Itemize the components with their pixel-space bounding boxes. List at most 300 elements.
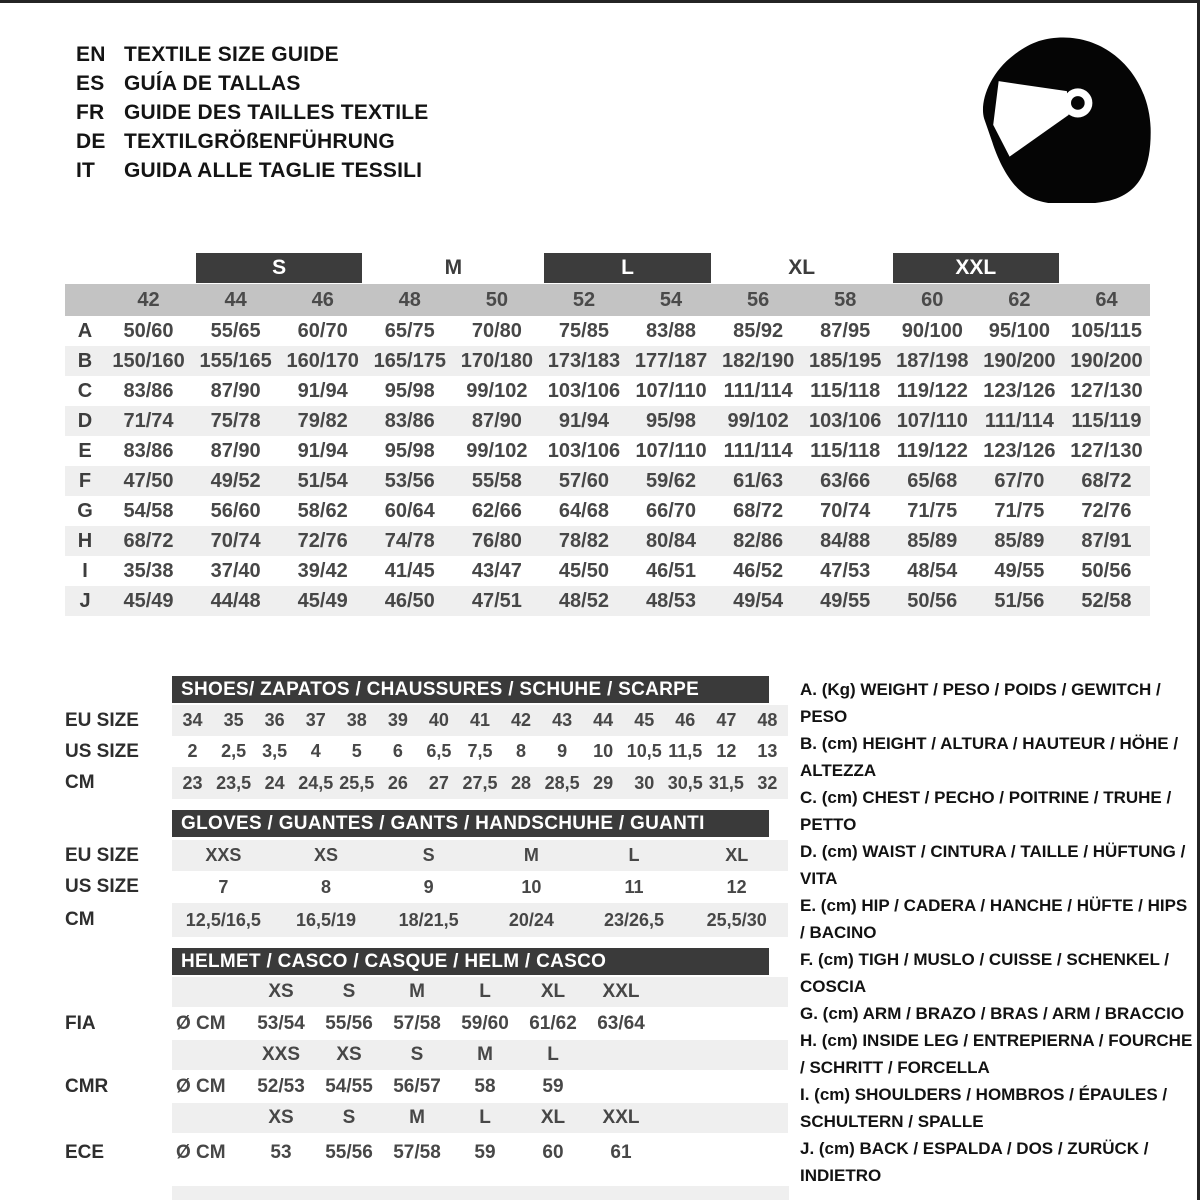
measurement-value: 47/53 [820,559,871,582]
measurement-value: 65/68 [907,469,958,492]
measurement-value: 62/66 [471,499,522,522]
helmet-size-label: L [547,1044,559,1065]
measurement-row-i [65,556,1150,586]
measurement-value: 91/94 [297,439,348,462]
measurement-value: 87/95 [820,319,871,342]
helmet-value: 60 [542,1142,564,1163]
language-code: FR [76,100,105,124]
row-label: US SIZE [65,740,139,762]
helmet-size-label: XL [540,1107,566,1128]
shoes-value: 23 [182,772,203,793]
shoes-value: 48 [757,710,778,730]
measurement-value: 150/160 [112,349,185,372]
measurement-value: 46/51 [646,559,697,582]
measurement-value: 107/110 [635,439,707,462]
gloves-value: 10 [521,876,542,897]
helmet-size-label: L [479,1107,491,1128]
gloves-values [172,903,788,937]
measurement-row-c [65,376,1150,406]
measurement-value: 53/56 [384,469,435,492]
language-title: GUIDE DES TAILLES TEXTILE [124,100,429,124]
shoes-row-cm [65,767,788,799]
measurement-value: 127/130 [1070,379,1143,402]
measurement-value: 60/64 [384,499,435,522]
unit-label: Ø CM [176,1075,226,1097]
helmet-value: 61 [610,1142,632,1163]
helmet-values [172,1007,788,1040]
size-group-header-row [65,252,1150,283]
gloves-value: XS [314,845,339,865]
shoes-value: 11,5 [668,741,703,761]
measurement-value: 70/74 [210,529,261,552]
language-code: ES [76,71,105,95]
shoes-value: 30,5 [667,772,703,793]
measurement-value: 66/70 [646,499,697,522]
measurement-value: 60/70 [297,319,348,342]
helmet-size-label: M [409,1107,425,1128]
helmet-value: 56/57 [393,1075,441,1097]
measurement-value: 85/89 [994,529,1045,552]
helmet-size-label: XXS [261,1044,301,1065]
size-group-xl: XL [788,255,816,279]
helmet-value: 55/56 [325,1142,373,1163]
helmet-size-labels [172,977,788,1007]
shoes-value: 10,5 [626,741,662,761]
gloves-value: 12 [726,876,747,897]
language-item [76,127,428,156]
measurement-value: 190/200 [1070,349,1143,372]
size-group-l: L [544,253,710,283]
helmet-value-row-fia [65,1007,788,1040]
legend-line: E. (cm) HIP / CADERA / HANCHE / HÜFTE / HIPS / BACINO [800,896,1188,942]
measurement-value: 76/80 [471,529,522,552]
shoes-value: 30 [634,772,655,793]
measurement-value: 99/102 [727,409,789,432]
measurement-value: 95/98 [384,439,435,462]
measurement-value: 48/54 [907,559,958,582]
gloves-value: 7 [218,876,229,897]
measurement-value: 47/51 [471,589,522,612]
helmet-size-label: S [342,1107,356,1128]
measurement-value: 68/72 [123,529,174,552]
helmet-size-row-ece [65,1103,788,1133]
shoes-value: 6,5 [426,741,452,761]
helmet-section-header: HELMET / CASCO / CASQUE / HELM / CASCO [172,948,769,975]
measurement-value: 79/82 [297,409,348,432]
legend-line: G. (cm) ARM / BRAZO / BRAS / ARM / BRACCIO [800,1004,1185,1023]
measurement-value: 190/200 [983,349,1056,372]
shoes-value: 26 [387,772,408,793]
helmet-value-row-ece [65,1133,788,1173]
gloves-section-header: GLOVES / GUANTES / GANTS / HANDSCHUHE / GUANTI [172,810,769,837]
shoes-value: 35 [223,710,244,730]
shoes-value: 2 [187,741,198,761]
measurement-value: 123/126 [983,379,1056,402]
gloves-value: XL [725,845,749,865]
shoes-value: 45 [634,710,655,730]
helmet-value: 58 [474,1075,496,1097]
measurement-value: 49/55 [994,559,1045,582]
legend-line: I. (cm) SHOULDERS / HOMBROS / ÉPAULES / SCHULTERN / SPALLE [800,1085,1168,1131]
shoes-value: 31,5 [708,772,744,793]
language-title: TEXTILGRÖßENFÜHRUNG [124,129,395,153]
size-column: 50 [485,288,508,311]
measurement-value: 46/50 [384,589,435,612]
shoes-value: 29 [593,772,614,793]
helmet-size-label: XXL [602,1107,640,1128]
measurement-value: 65/75 [384,319,435,342]
measurement-row-a [65,316,1150,346]
measurement-value: 50/60 [123,319,174,342]
measurement-value: 49/54 [733,589,784,612]
helmet-size-label: L [479,981,491,1002]
gloves-value: M [523,845,539,865]
measurement-value: 87/91 [1081,529,1132,552]
size-column: 56 [746,288,770,311]
measurement-value: 64/68 [558,499,609,522]
measurement-value: 70/74 [820,499,871,522]
gloves-value: 12,5/16,5 [185,909,261,930]
legend-line: C. (cm) CHEST / PECHO / POITRINE / TRUHE / PETTO [800,788,1172,834]
measurement-value: 187/198 [896,349,969,372]
measurement-value: 35/38 [123,559,174,582]
gloves-row-us-size [65,871,788,903]
measurement-value: 49/52 [210,469,261,492]
legend-line: J. (cm) BACK / ESPALDA / DOS / ZURÜCK / INDIETRO [800,1139,1149,1185]
measurement-value: 95/98 [384,379,435,402]
standard-label: CMR [65,1075,109,1097]
gloves-value: 25,5/30 [706,909,767,930]
helmet-value: 55/56 [325,1012,373,1034]
measurement-value: 45/49 [297,589,348,612]
measurement-value: 182/190 [721,349,795,372]
measurement-value: 52/58 [1081,589,1132,612]
top-border-line [0,0,1200,3]
helmet-size-label: XS [268,981,294,1002]
shoes-value: 4 [310,741,321,761]
measurement-value: 48/52 [558,589,609,612]
helmet-size-labels [172,1103,788,1133]
measurement-value: 49/55 [820,589,871,612]
measurement-value: 68/72 [1081,469,1132,492]
measurement-value: 85/89 [907,529,958,552]
standard-label: FIA [65,1012,96,1034]
measurement-value: 105/115 [1070,319,1143,342]
measurement-value: 70/80 [471,319,522,342]
shoes-row-us-size [65,736,788,767]
measurement-value: 87/90 [210,379,261,402]
gloves-value: S [422,845,435,865]
measurement-row-f [65,466,1150,496]
size-column: 42 [137,288,160,311]
shoes-value: 40 [428,710,449,730]
measurement-value: 56/60 [210,499,261,522]
gloves-value: 9 [423,876,434,897]
size-column: 46 [311,288,334,311]
bottom-strip [172,1186,789,1200]
row-letter: I [82,559,88,582]
helmet-value: 54/55 [325,1075,373,1097]
language-title-list [76,40,428,185]
size-column: 60 [921,288,944,311]
legend-line: H. (cm) INSIDE LEG / ENTREPIERNA / FOURCHE / SCHRITT / FORCELLA [800,1031,1193,1077]
measurement-value: 72/76 [1081,499,1132,522]
measurement-value: 67/70 [994,469,1045,492]
shoes-value: 13 [757,741,778,761]
measurement-value: 55/58 [471,469,522,492]
measurement-value: 83/88 [646,319,697,342]
measurement-value: 45/50 [558,559,609,582]
row-letter: D [77,409,93,432]
helmet-size-row-fia [65,977,788,1007]
measurement-value: 115/118 [810,379,881,402]
measurement-value: 87/90 [471,409,522,432]
language-item [76,40,428,69]
measurement-value: 39/42 [297,559,348,582]
measurement-value: 41/45 [384,559,435,582]
measurement-value: 90/100 [901,319,963,342]
measurement-value: 99/102 [466,379,528,402]
shoes-section-header: SHOES/ ZAPATOS / CHAUSSURES / SCHUHE / SCARPE [172,676,769,703]
measurement-value: 71/75 [994,499,1045,522]
measurement-value: 170/180 [460,349,534,372]
shoes-value: 47 [716,710,737,730]
gloves-row-eu-size [65,840,788,871]
measurement-value: 111/114 [984,409,1054,432]
gloves-section [65,810,788,937]
helmet-size-label: S [342,981,356,1002]
language-item [76,98,428,127]
helmet-size-label: XL [540,981,566,1002]
measurement-value: 63/66 [820,469,871,492]
measurement-legend [800,676,1194,1189]
measurement-value: 78/82 [558,529,609,552]
shoes-value: 44 [593,710,614,730]
shoes-value: 9 [557,741,568,761]
gloves-value: XXS [205,845,242,865]
measurement-value: 51/54 [297,469,348,492]
helmet-value-row-cmr [65,1070,788,1103]
shoes-values [172,736,788,767]
shoes-value: 24,5 [298,772,334,793]
row-letter: A [77,319,93,342]
measurement-row-h [65,526,1150,556]
measurement-value: 177/187 [634,349,708,372]
measurement-value: 47/50 [123,469,174,492]
size-column: 52 [572,288,596,311]
row-letter: H [77,529,93,552]
shoes-value: 27 [428,772,449,793]
size-column: 62 [1008,288,1031,311]
measurement-value: 59/62 [646,469,697,492]
measurement-value: 87/90 [210,439,261,462]
gloves-row-cm [65,903,788,937]
measurement-value: 46/52 [733,559,784,582]
row-letter: C [77,379,93,402]
measurement-value: 54/58 [123,499,174,522]
shoes-value: 28,5 [544,772,580,793]
shoes-value: 36 [264,710,285,730]
shoes-value: 39 [387,710,408,730]
legend-line: D. (cm) WAIST / CINTURA / TAILLE / HÜFTUNG / VITA [800,842,1186,888]
measurement-value: 83/86 [123,439,174,462]
size-column: 54 [659,288,683,311]
measurement-value: 95/98 [646,409,697,432]
helmet-section [65,948,788,1173]
row-label: CM [65,909,95,930]
helmet-size-label: XXL [602,981,640,1002]
measurement-value: 80/84 [646,529,697,552]
legend-line: F. (cm) TIGH / MUSLO / CUISSE / SCHENKEL / COSCIA [800,950,1170,996]
row-label: US SIZE [65,876,139,897]
gloves-values [172,840,788,871]
measurement-value: 160/170 [286,349,359,372]
row-letter: E [78,439,92,462]
helmet-value: 52/53 [257,1075,305,1097]
shoes-value: 6 [392,741,403,761]
shoes-value: 28 [511,772,532,793]
size-column-band [65,284,1150,316]
shoes-value: 32 [757,772,778,793]
shoes-value: 7,5 [467,741,493,761]
measurement-value: 43/47 [471,559,522,582]
helmet-size-label: M [409,981,425,1002]
measurement-value: 74/78 [384,529,435,552]
shoes-value: 24 [264,772,285,793]
measurement-value: 119/122 [896,439,968,462]
shoes-value: 12 [716,741,737,761]
size-column: 44 [224,288,247,311]
helmet-value: 57/58 [393,1012,441,1034]
measurement-value: 61/63 [733,469,784,492]
shoes-value: 41 [469,710,490,730]
measurement-value: 155/165 [199,349,272,372]
helmet-value: 63/64 [597,1012,645,1034]
helmet-size-label: XS [336,1044,362,1065]
measurement-value: 44/48 [210,589,261,612]
measurement-value: 165/175 [373,349,446,372]
helmet-size-row-cmr [65,1040,788,1070]
helmet-size-label: XS [268,1107,294,1128]
measurement-value: 72/76 [297,529,348,552]
helmet-values [172,1133,788,1173]
measurement-row-g [65,496,1150,526]
measurement-row-j [65,586,1150,616]
measurement-value: 115/118 [810,439,881,462]
gloves-value: 11 [624,876,644,897]
language-code: IT [76,158,96,182]
gloves-value: 18/21,5 [398,909,459,930]
measurement-value: 75/85 [558,319,609,342]
shoes-value: 8 [516,741,527,761]
measurement-value: 50/56 [1081,559,1132,582]
shoes-section [65,676,788,799]
shoes-value: 10 [593,741,614,761]
language-code: EN [76,42,106,66]
language-item [76,69,428,98]
measurement-value: 50/56 [907,589,958,612]
helmet-value: 59/60 [461,1012,509,1034]
gloves-value: 20/24 [508,909,554,930]
helmet-value: 53/54 [257,1012,305,1034]
row-label: EU SIZE [65,844,139,866]
row-letter: G [77,499,93,522]
textile-size-table [65,252,1150,616]
language-code: DE [76,129,106,153]
row-label: EU SIZE [65,709,139,731]
helmet-value: 59 [474,1142,496,1163]
measurement-value: 99/102 [466,439,528,462]
legend-line: B. (cm) HEIGHT / ALTURA / HAUTEUR / HÖHE / ALTEZZA [800,734,1179,780]
shoes-values [172,767,788,799]
measurement-value: 103/106 [547,439,621,462]
helmet-value: 53 [270,1142,292,1163]
measurement-value: 37/40 [210,559,261,582]
size-group-xxl: XXL [893,253,1059,283]
helmet-value: 57/58 [393,1142,441,1163]
measurement-value: 127/130 [1070,439,1143,462]
row-letter: J [79,589,91,612]
measurement-value: 84/88 [820,529,871,552]
shoes-value: 34 [182,710,203,730]
measurement-row-e [65,436,1150,466]
measurement-value: 55/65 [210,319,261,342]
size-column: 64 [1095,288,1118,311]
size-group-s: S [196,253,362,283]
measurement-row-d [65,406,1150,436]
gloves-value: 8 [321,876,332,897]
measurement-value: 51/56 [994,589,1045,612]
language-title: GUIDA ALLE TAGLIE TESSILI [124,158,423,182]
measurement-row-b [65,346,1150,376]
measurement-value: 107/110 [896,409,968,432]
measurement-value: 75/78 [210,409,261,432]
measurement-value: 91/94 [558,409,609,432]
measurement-value: 185/195 [809,349,882,372]
language-title: TEXTILE SIZE GUIDE [124,42,339,66]
measurement-value: 103/106 [547,379,621,402]
legend-line: A. (Kg) WEIGHT / PESO / POIDS / GEWITCH / PESO [800,680,1161,726]
helmet-size-label: M [477,1044,493,1065]
shoes-value: 43 [552,710,573,730]
measurement-value: 58/62 [297,499,348,522]
shoes-value: 27,5 [462,772,498,793]
shoes-value: 42 [511,710,532,730]
measurement-value: 57/60 [558,469,609,492]
shoes-value: 5 [351,741,362,761]
measurement-value: 115/119 [1071,409,1142,432]
gloves-values [172,871,788,903]
measurement-value: 111/114 [723,379,793,402]
language-item [76,156,428,185]
measurement-value: 48/53 [646,589,697,612]
measurement-value: 95/100 [988,319,1050,342]
measurement-value: 83/86 [123,379,174,402]
shoes-value: 2,5 [221,741,247,761]
shoes-row-eu-size [65,705,788,736]
measurement-value: 173/183 [547,349,621,372]
racing-helmet-icon [975,33,1157,203]
shoes-value: 46 [675,710,696,730]
helmet-values [172,1070,788,1103]
gloves-value: 23/26,5 [603,909,665,930]
row-letter: F [78,469,92,492]
size-column: 48 [398,288,421,311]
measurement-value: 91/94 [297,379,348,402]
size-column: 58 [834,288,857,311]
row-label: CM [65,772,95,793]
unit-label: Ø CM [176,1142,226,1163]
